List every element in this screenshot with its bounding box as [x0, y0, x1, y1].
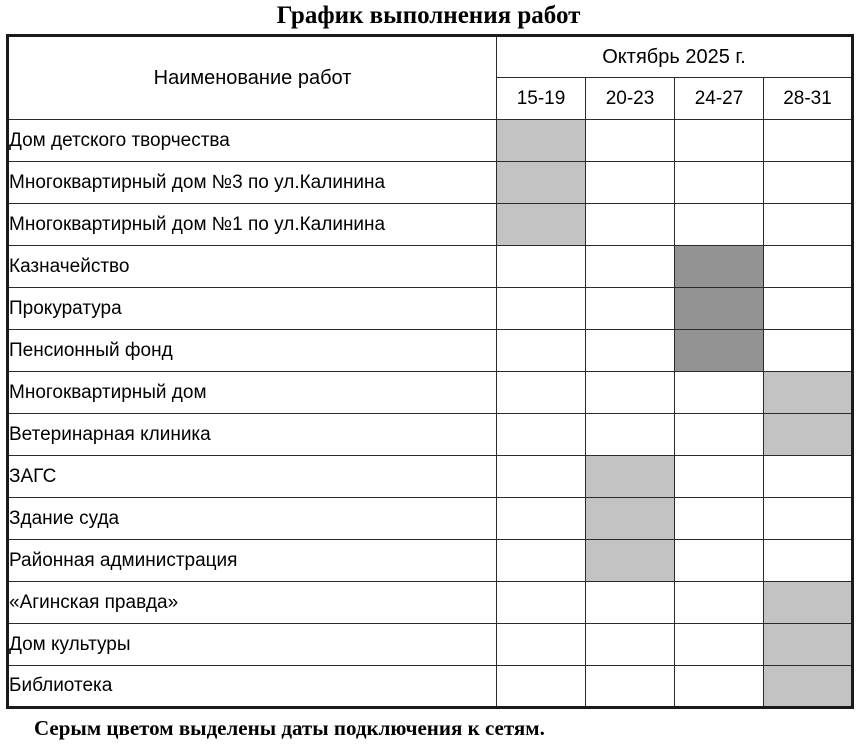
- footnote: Серым цветом выделены даты подключения к сетям.: [34, 716, 545, 740]
- row-label: Прокуратура: [8, 288, 497, 330]
- row-label: Многоквартирный дом №3 по ул.Калинина: [8, 162, 497, 204]
- schedule-cell: [675, 414, 764, 456]
- row-label: Дом детского творчества: [8, 120, 497, 162]
- schedule-cell-filled: [675, 288, 764, 330]
- page-title: График выполнения работ: [276, 2, 581, 29]
- schedule-cell-filled: [675, 330, 764, 372]
- schedule-cell: [675, 372, 764, 414]
- schedule-cell-filled: [764, 582, 853, 624]
- schedule-cell: [675, 540, 764, 582]
- schedule-cell: [764, 120, 853, 162]
- schedule-cell-filled: [764, 414, 853, 456]
- schedule-cell-filled: [497, 120, 586, 162]
- schedule-cell: [497, 372, 586, 414]
- schedule-cell: [586, 288, 675, 330]
- schedule-cell: [764, 498, 853, 540]
- schedule-table: [6, 34, 854, 709]
- schedule-cell: [675, 120, 764, 162]
- table-row: [8, 330, 853, 372]
- row-label: Районная администрация: [8, 540, 497, 582]
- schedule-cell: [586, 372, 675, 414]
- column-header-period-2: 20-23: [586, 78, 675, 120]
- table-row: [8, 162, 853, 204]
- schedule-cell: [675, 162, 764, 204]
- column-header-period-4: 28-31: [764, 78, 853, 120]
- schedule-cell: [586, 624, 675, 666]
- schedule-cell: [586, 666, 675, 708]
- schedule-cell: [764, 204, 853, 246]
- schedule-cell-filled: [675, 246, 764, 288]
- row-label: Ветеринарная клиника: [8, 414, 497, 456]
- schedule-cell: [497, 498, 586, 540]
- table-row: [8, 666, 853, 708]
- table-row: [8, 498, 853, 540]
- schedule-cell: [586, 414, 675, 456]
- schedule-cell: [497, 582, 586, 624]
- schedule-cell: [497, 330, 586, 372]
- table-header-row-1: [8, 36, 853, 78]
- schedule-cell-filled: [586, 540, 675, 582]
- table-row: [8, 582, 853, 624]
- column-header-period-1: 15-19: [497, 78, 586, 120]
- table-row: [8, 246, 853, 288]
- schedule-cell: [497, 246, 586, 288]
- schedule-cell: [497, 414, 586, 456]
- schedule-cell: [586, 330, 675, 372]
- schedule-cell: [764, 540, 853, 582]
- schedule-cell: [497, 456, 586, 498]
- schedule-cell-filled: [497, 162, 586, 204]
- schedule-cell: [675, 666, 764, 708]
- schedule-cell: [675, 624, 764, 666]
- row-label: Многоквартирный дом №1 по ул.Калинина: [8, 204, 497, 246]
- table-row: [8, 372, 853, 414]
- schedule-cell-filled: [586, 498, 675, 540]
- schedule-cell: [586, 120, 675, 162]
- row-label: Многоквартирный дом: [8, 372, 497, 414]
- row-label: Казначейство: [8, 246, 497, 288]
- schedule-cell: [675, 204, 764, 246]
- schedule-cell: [497, 624, 586, 666]
- schedule-cell-filled: [586, 456, 675, 498]
- table-row: [8, 456, 853, 498]
- schedule-cell: [586, 162, 675, 204]
- schedule-cell: [675, 582, 764, 624]
- column-header-name: Наименование работ: [8, 36, 497, 120]
- schedule-cell: [497, 540, 586, 582]
- schedule-cell: [764, 456, 853, 498]
- schedule-cell: [586, 204, 675, 246]
- table-row: [8, 204, 853, 246]
- table-row: [8, 624, 853, 666]
- schedule-cell: [586, 582, 675, 624]
- row-label: Дом культуры: [8, 624, 497, 666]
- row-label: «Агинская правда»: [8, 582, 497, 624]
- table-row: [8, 540, 853, 582]
- row-label: Библиотека: [8, 666, 497, 708]
- column-header-period-3: 24-27: [675, 78, 764, 120]
- schedule-cell: [764, 288, 853, 330]
- table-row: [8, 414, 853, 456]
- row-label: ЗАГС: [8, 456, 497, 498]
- column-header-month: Октябрь 2025 г.: [497, 36, 853, 78]
- schedule-cell: [764, 246, 853, 288]
- row-label: Пенсионный фонд: [8, 330, 497, 372]
- schedule-cell-filled: [764, 666, 853, 708]
- table-row: [8, 120, 853, 162]
- schedule-cell: [764, 162, 853, 204]
- schedule-cell: [586, 246, 675, 288]
- schedule-cell: [497, 666, 586, 708]
- schedule-cell: [497, 288, 586, 330]
- schedule-cell: [675, 456, 764, 498]
- schedule-cell-filled: [764, 624, 853, 666]
- schedule-cell: [764, 330, 853, 372]
- table-row: [8, 288, 853, 330]
- row-label: Здание суда: [8, 498, 497, 540]
- schedule-cell: [675, 498, 764, 540]
- table-body: [8, 36, 853, 708]
- schedule-cell-filled: [497, 204, 586, 246]
- schedule-cell-filled: [764, 372, 853, 414]
